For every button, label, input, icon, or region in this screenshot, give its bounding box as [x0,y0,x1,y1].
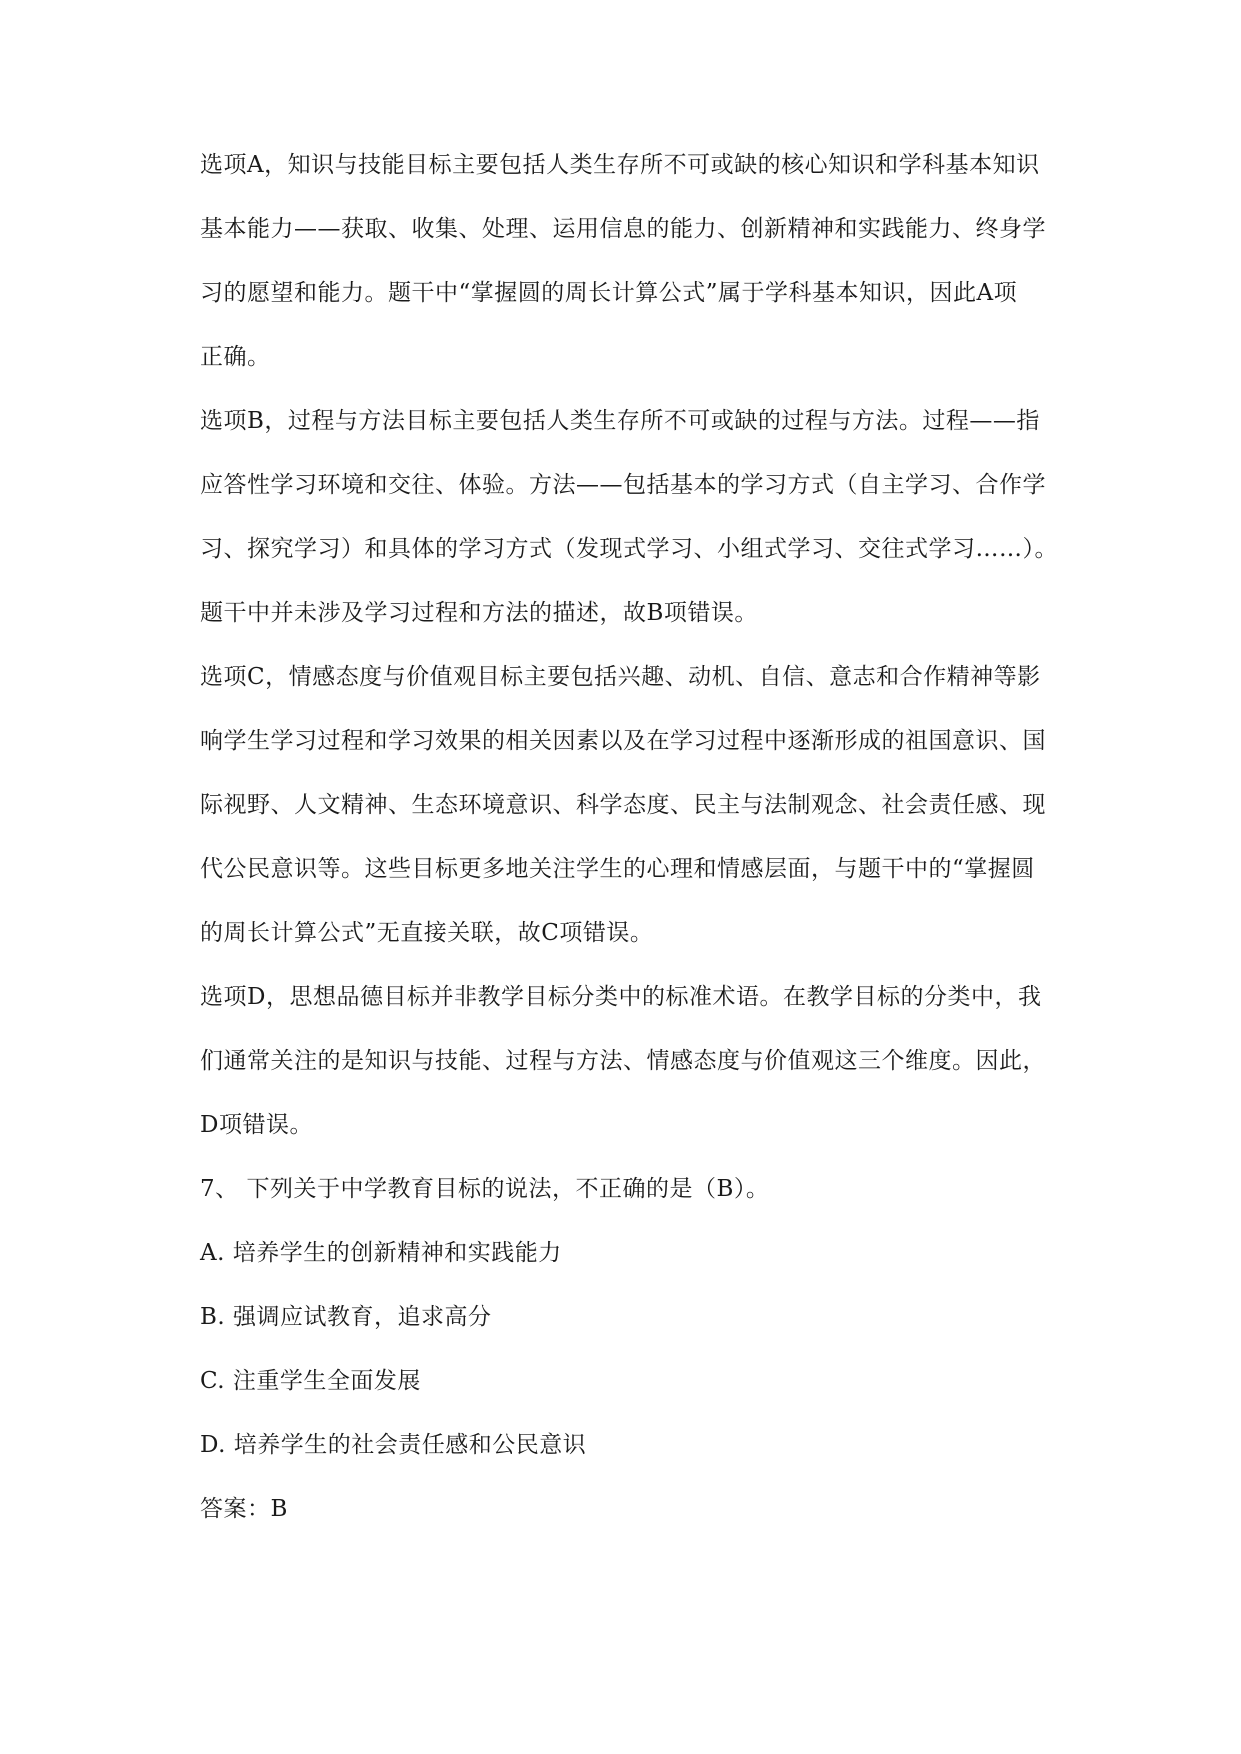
analysis-a-line-2: 基本能力——获取、收集、处理、运用信息的能力、创新精神和实践能力、终身学 [200,216,1046,242]
analysis-c-line-1: 选项C，情感态度与价值观目标主要包括兴趣、动机、自信、意志和合作精神等影 [200,664,1041,690]
analysis-b-line-4: 题干中并未涉及学习过程和方法的描述，故B项错误。 [200,600,758,626]
analysis-a-line-4: 正确。 [200,344,271,370]
analysis-c-line-2: 响学生学习过程和学习效果的相关因素以及在学习过程中逐渐形成的祖国意识、国 [200,728,1046,754]
analysis-c-line-3: 际视野、人文精神、生态环境意识、科学态度、民主与法制观念、社会责任感、现 [200,792,1046,818]
analysis-b-line-2: 应答性学习环境和交往、体验。方法——包括基本的学习方式（自主学习、合作学 [200,472,1046,498]
analysis-c-line-5: 的周长计算公式”无直接关联，故C项错误。 [200,920,654,946]
analysis-d-line-3: D项错误。 [200,1112,313,1138]
question-7-stem: 7、 下列关于中学教育目标的说法，不正确的是（B）。 [200,1176,770,1202]
document-page [200,0,1100,1754]
question-7-option-a: A. 培养学生的创新精神和实践能力 [200,1240,562,1266]
question-7-option-b: B. 强调应试教育，追求高分 [200,1304,492,1330]
analysis-a-line-3: 习的愿望和能力。题干中“掌握圆的周长计算公式”属于学科基本知识，因此A项 [200,280,1018,306]
analysis-d-line-2: 们通常关注的是知识与技能、过程与方法、情感态度与价值观这三个维度。因此， [200,1048,1046,1074]
analysis-b-line-3: 习、探究学习）和具体的学习方式（发现式学习、小组式学习、交往式学习……）。 [200,536,1058,562]
analysis-a-line-1: 选项A，知识与技能目标主要包括人类生存所不可或缺的核心知识和学科基本知识 [200,152,1040,178]
analysis-c-line-4: 代公民意识等。这些目标更多地关注学生的心理和情感层面，与题干中的“掌握圆 [200,856,1035,882]
analysis-b-line-1: 选项B，过程与方法目标主要包括人类生存所不可或缺的过程与方法。过程——指 [200,408,1040,434]
question-7-answer: 答案：B [200,1496,288,1522]
question-7-option-c: C. 注重学生全面发展 [200,1368,421,1394]
analysis-d-line-1: 选项D，思想品德目标并非教学目标分类中的标准术语。在教学目标的分类中，我 [200,984,1042,1010]
question-7-option-d: D. 培养学生的社会责任感和公民意识 [200,1432,587,1458]
